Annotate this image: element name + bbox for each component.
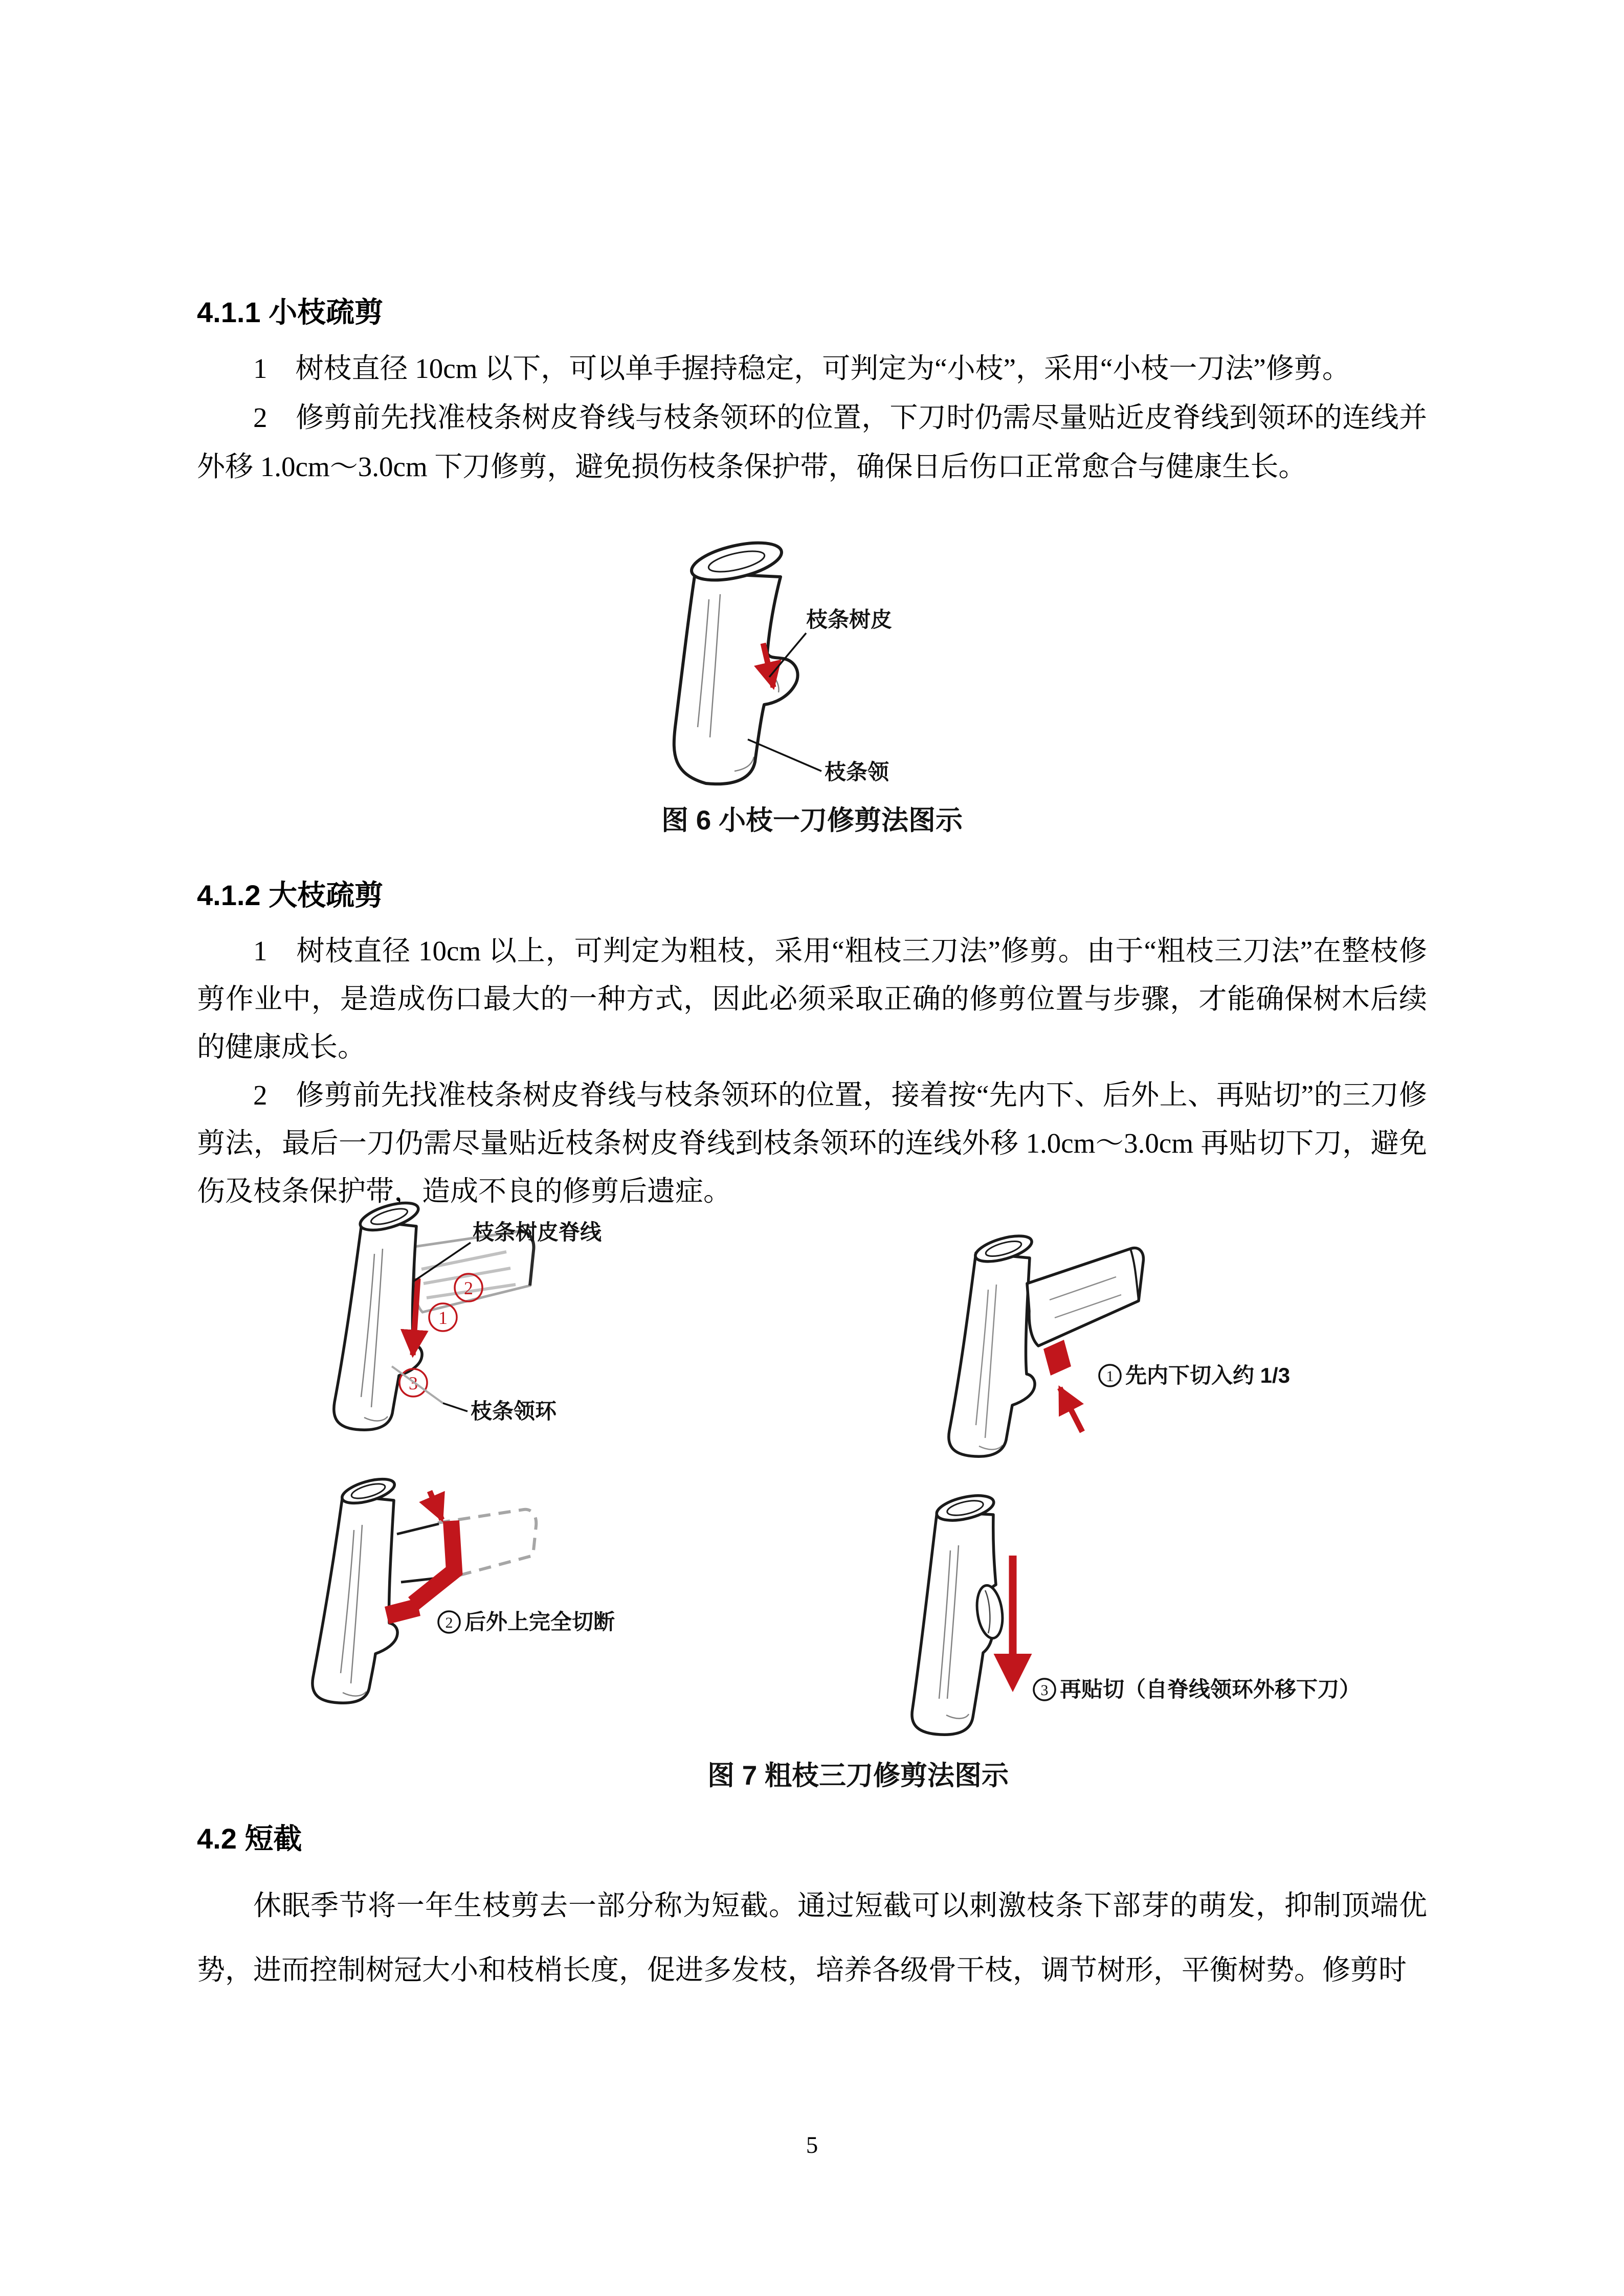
branch-bark-label: 枝条树皮 <box>806 607 893 632</box>
trunk-outline <box>313 1495 397 1703</box>
branch-outline <box>1027 1248 1143 1346</box>
figure7-caption: 图 7 粗枝三刀修剪法图示 <box>707 1761 1009 1791</box>
svg-text:3: 3 <box>1040 1682 1049 1699</box>
section-4-1-1 <box>197 294 1427 491</box>
section-4-1-1-paragraph-2: 2 修剪前先找准枝条树皮脊线与枝条领环的位置，下刀时仍需尽量贴近皮脊线到领环的连线并外移 1.0cm～3.0cm 下刀修剪，避免损伤枝条保护带，确保日后伤口正常愈合与健康生长。 <box>197 402 1427 482</box>
trunk-sketch <box>674 536 798 784</box>
page-number: 5 <box>806 2132 818 2158</box>
collar-leader-line <box>748 739 821 771</box>
figure7-second-cut-panel <box>268 1474 667 1719</box>
svg-text:1: 1 <box>438 1308 448 1328</box>
section-4-1-1-heading: 4.1.1 小枝疏剪 <box>197 296 384 328</box>
figure7-third-cut-panel <box>840 1484 1413 1760</box>
bark-ridge-label: 枝条树皮脊线 <box>473 1220 602 1244</box>
section-4-2-paragraph-1: 休眠季节将一年生枝剪去一部分称为短截。通过短截可以刺激枝条下部芽的萌发，抑制顶端优势，进而控制树冠大小和枝梢长度，促进多发枝，培养各级骨干枝，调节树形，平衡树势。修剪时 <box>197 1890 1427 1986</box>
svg-text:1: 1 <box>1106 1368 1114 1385</box>
trunk-sketch <box>949 1231 1144 1456</box>
section-4-2-heading: 4.2 短截 <box>197 1822 302 1855</box>
step-circled-number <box>1099 1365 1121 1386</box>
section-4-1-2-paragraph-1: 1 树枝直径 10cm 以上，可判定为粗枝，采用“粗枝三刀法”修剪。由于“粗枝三刀法”在整枝修剪作业中，是造成伤口最大的一种方式，因此必须采取正确的修剪位置与步骤，才能确保树木后续的健康成长。 <box>197 935 1427 1063</box>
step-circled-number <box>438 1611 460 1633</box>
section-4-1-1-paragraph-1: 1 树枝直径 10cm 以下，可以单手握持稳定，可判定为“小枝”，采用“小枝一刀法”修剪。 <box>253 353 1350 384</box>
step-circled-number <box>1034 1679 1055 1700</box>
first-cut-label: 先内下切入约 1/3 <box>1125 1363 1291 1387</box>
second-cut-label: 后外上完全切断 <box>464 1610 615 1634</box>
figure7-first-cut-panel <box>901 1223 1413 1458</box>
section-4-1-2-heading: 4.1.2 大枝疏剪 <box>197 879 384 911</box>
branch-collar-label: 枝条领环 <box>471 1399 557 1423</box>
figure6-caption: 图 6 小枝一刀修剪法图示 <box>661 805 963 836</box>
second-cut-mark <box>413 1521 454 1604</box>
figure6-branch-illustration <box>583 523 1069 799</box>
second-cut-arrow-icon <box>430 1491 442 1520</box>
svg-text:2: 2 <box>464 1278 473 1298</box>
collar-leader-line <box>443 1403 468 1411</box>
section-4-1-2-paragraph-2: 2 修剪前先找准枝条树皮脊线与枝条领环的位置，接着按“先内下、后外上、再贴切”的三刀修剪法，最后一刀仍需尽量贴近枝条树皮脊线到枝条领环的连线外移 1.0cm～3.0cm 再贴切下刀，避免伤及枝条保护带，造成不良的修剪后遗症。 <box>197 1079 1427 1207</box>
first-cut-arrow-icon <box>1060 1388 1082 1432</box>
first-cut-mark <box>1043 1340 1071 1376</box>
third-cut-label: 再贴切（自脊线领环外移下刀） <box>1060 1677 1361 1701</box>
step1-circled-number <box>429 1303 457 1331</box>
figure7-overview-panel <box>287 1192 676 1438</box>
svg-text:3: 3 <box>409 1373 418 1393</box>
svg-text:2: 2 <box>445 1614 453 1631</box>
section-4-1-2 <box>197 877 1427 1215</box>
trunk-sketch <box>313 1474 397 1703</box>
branch-collar-label: 枝条领 <box>825 760 889 784</box>
section-4-2 <box>197 1820 1427 2002</box>
